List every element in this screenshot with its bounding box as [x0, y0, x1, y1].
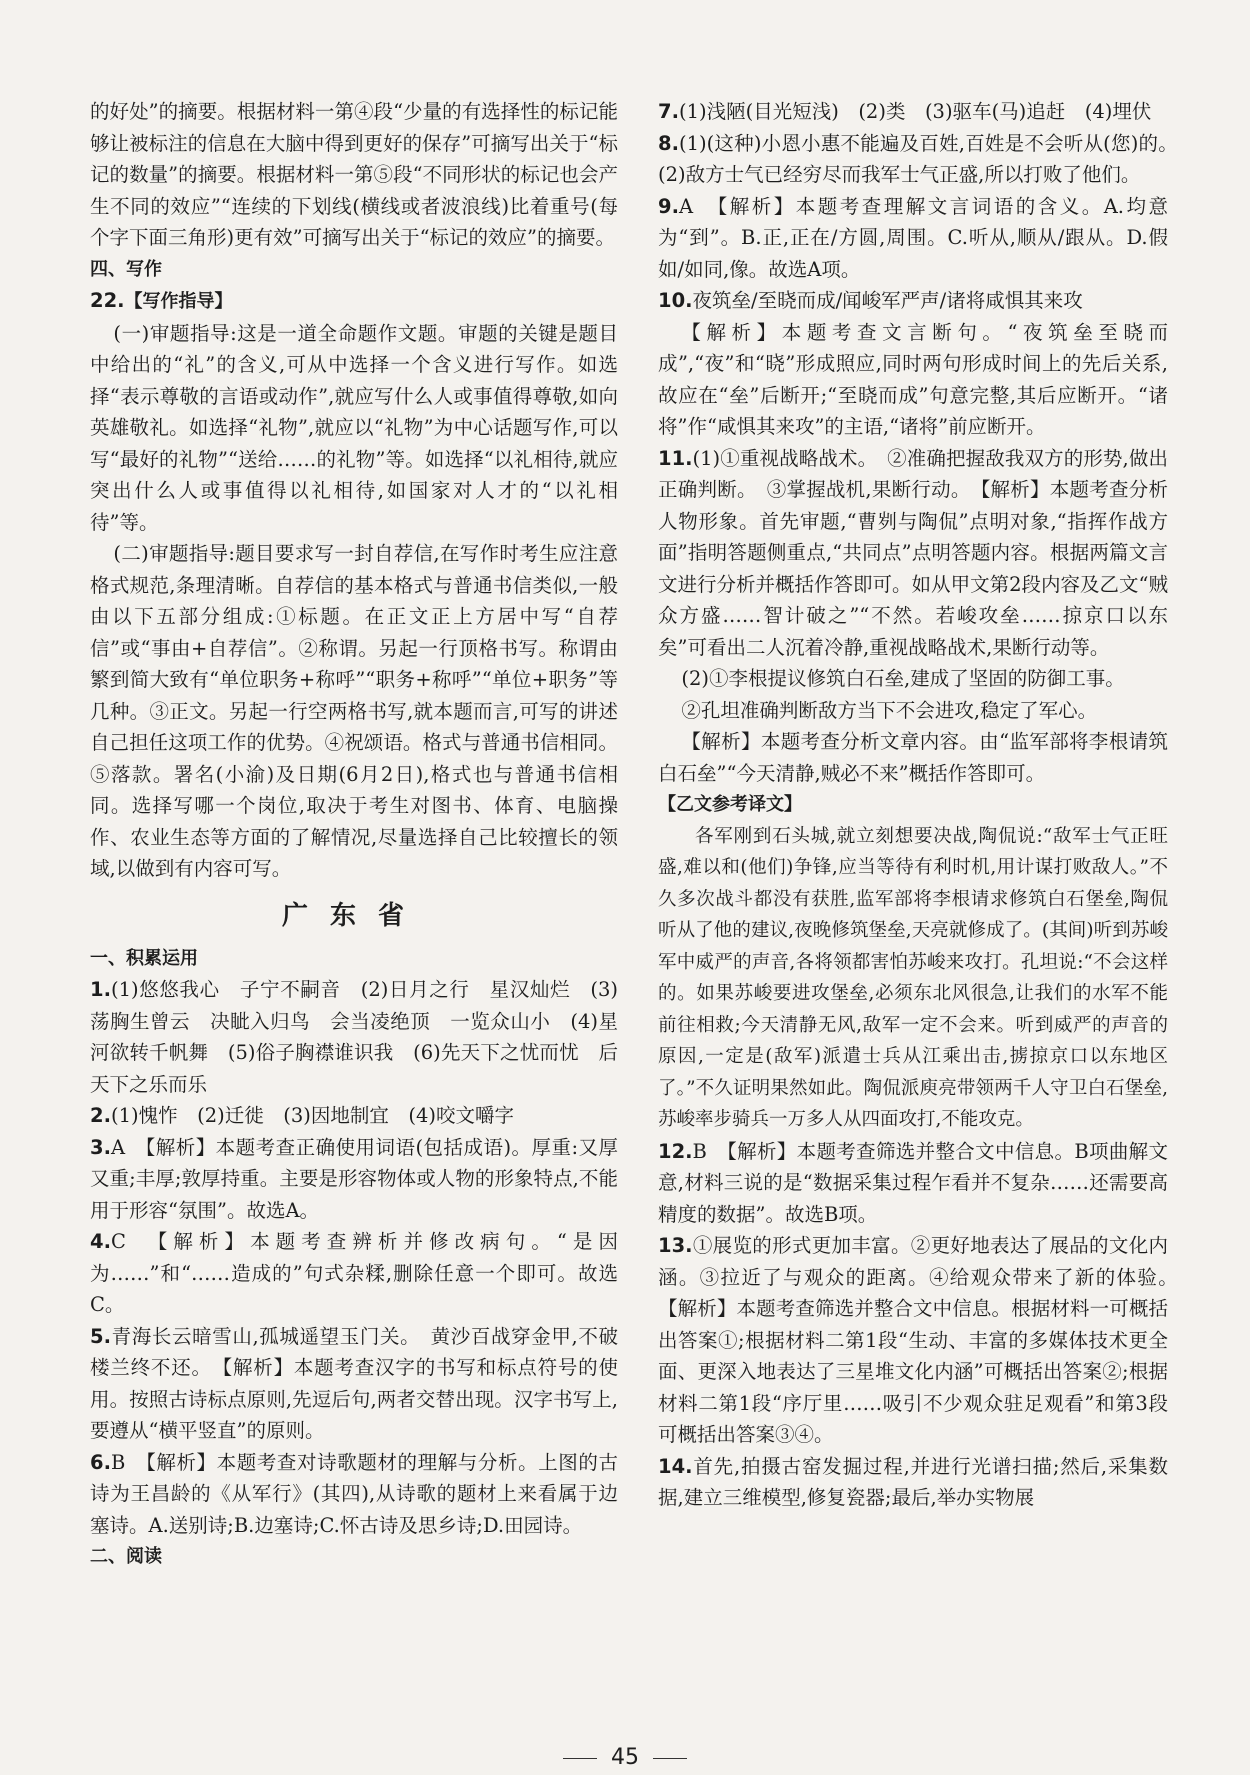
q6-text: B 【解析】本题考查对诗歌题材的理解与分析。上图的古诗为王昌龄的《从军行》(其四),从诗歌的题材上来看属于边塞诗。A.送别诗;B.边塞诗;C.怀古诗及思乡诗;D.田园诗。 — [90, 1450, 618, 1537]
answer-q2 — [90, 1100, 618, 1132]
footer-dash-left — [563, 1758, 597, 1759]
answer-q10 — [658, 285, 1168, 317]
q7-text: (1)浅陋(目光短浅) (2)类 (3)驱车(马)追赶 (4)埋伏 — [678, 100, 1152, 123]
q22-label: 【写作指导】 — [124, 291, 233, 312]
q6-number: 6. — [90, 1450, 111, 1474]
page-footer — [0, 1745, 1250, 1770]
q10-analysis: 【解析】本题考查文言断句。“夜筑垒至晓而成”,“夜”和“晓”形成照应,同时两句形成时间上的先后关系,故应在“垒”后断开;“至晓而成”句意完整,其后应断开。“诸将”作“咸惧其来攻”的主语,“诸将”前应断开。 — [658, 320, 1168, 438]
q11-number: 11. — [658, 446, 693, 470]
answer-q7 — [658, 96, 1168, 128]
q5-text: 青海长云暗雪山,孤城遥望玉门关。 黄沙百战穿金甲,不破楼兰终不还。 【解析】本题考查汉字的书写和标点符号的使用。按照古诗标点原则,先逗后句,两者交替出现。汉字书写上,要遵从“横平竖直”的原则。 — [90, 1324, 618, 1442]
section-accumulation-heading: 一、积累运用 — [90, 947, 198, 969]
answer-q5 — [90, 1321, 618, 1447]
answer-q8 — [658, 128, 1188, 191]
answer-q6 — [90, 1447, 618, 1542]
answer-q1 — [90, 974, 618, 1100]
q14-number: 14. — [658, 1454, 693, 1478]
q1-text: (1)悠悠我心 子宁不嗣音 (2)日月之行 星汉灿烂 (3)荡胸生曾云 决眦入归鸟 会当凌绝顶 一览众山小 (4)星河欲转千帆舞 (5)俗子胸襟谁识我 (6)先天下之忧而忧 后天下之乐而乐 — [90, 978, 618, 1096]
answer-q14 — [658, 1451, 1168, 1514]
q1-number: 1. — [90, 978, 111, 1001]
q11-part2-a: (2)①李根提议修筑白石垒,建成了坚固的防御工事。 — [681, 667, 1125, 690]
q14-text: 首先,拍摄古窑发掘过程,并进行光谱扫描;然后,采集数据,建立三维模型,修复瓷器;最后,举办实物展 — [658, 1454, 1168, 1509]
q8-text: (1)(这种)小恩小惠不能遍及百姓,百姓是不会听从(您)的。 (2)敌方士气已经穷尽而我军士气正盛,所以打败了他们。 — [658, 131, 1188, 186]
q11-part2-b: ②孔坦准确判断敌方当下不会进攻,稳定了军心。 — [681, 698, 1098, 722]
intro-paragraph: 的好处”的摘要。根据材料一第④段“少量的有选择性的标记能够让被标注的信息在大脑中得到更好的保存”可摘写出关于“标记的数量”的摘要。根据材料一第⑤段“不同形状的标记也会产生不同的效应”“连续的下划线(横线或者波浪线)比着重号(每个字下面三角形)更有效”可摘写出关于“标记的效应”的摘要。 — [90, 100, 618, 249]
q4-text: C 【解析】本题考查辨析并修改病句。“是因为……”和“……造成的”句式杂糅,删除任意一个即可。故选C。 — [90, 1230, 618, 1316]
q2-number: 2. — [90, 1104, 111, 1127]
q5-number: 5. — [90, 1324, 111, 1348]
q11-text: (1)①重视战略战术。 ②准确把握敌我双方的形势,做出正确判断。 ③掌握战机,果断行动。 【解析】本题考查分析人物形象。首先审题,“曹刿与陶侃”点明对象,“指挥作战方面”指明答题侧重点,“共同点”点明答题内容。根据两篇文言文进行分析并概括作答即可。如从甲文第2段内容及乙文“贼众方盛……智计破之”“不然。若峻攻垒……掠京口以东矣”可看出二人沉着冷静,重视战略战术,果断行动等。 — [658, 446, 1168, 659]
q10-number: 10. — [658, 289, 693, 312]
q3-number: 3. — [90, 1135, 111, 1159]
q9-number: 9. — [658, 194, 679, 218]
section-writing-heading: 四、写作 — [90, 258, 162, 280]
answer-q4 — [90, 1226, 618, 1321]
q4-number: 4. — [90, 1230, 111, 1253]
province-title: 广东省 — [281, 900, 426, 931]
q13-number: 13. — [658, 1234, 693, 1257]
right-column — [658, 96, 1188, 1514]
answer-q12 — [658, 1136, 1168, 1231]
translation-text: 各军刚到石头城,就立刻想要决战,陶侃说:“敌军士气正旺盛,难以和(他们)争锋,应当等待有利时机,用计谋打败敌人。”不久多次战斗都没有获胜,监军部将李根请求修筑白石堡垒,陶侃听从了他的建议,夜晚修筑堡垒,天亮就修成了。(其间)听到苏峻军中威严的声音,各将领都害怕苏峻来攻打。孔坦说:“不会这样的。如果苏峻要进攻堡垒,必须东北风很急,让我们的水军不能前往相救;今天清静无风,敌军一定不会来。听到威严的声音的原因,一定是(敌军)派遣士兵从江乘出击,掳掠京口以东地区了。”不久证明果然如此。陶侃派庾亮带领两千人守卫白石堡垒,苏峻率步骑兵一万多人从四面攻打,不能攻克。 — [658, 825, 1168, 1130]
q11-analysis: 【解析】本题考查分析文章内容。由“监军部将李根请筑白石垒”“今天清静,贼必不来”概括作答即可。 — [658, 730, 1168, 785]
q9-text: A 【解析】本题考查理解文言词语的含义。A.均意为“到”。B.正,正在/方圆,周围。C.听从,顺从/跟从。D.假如/如同,像。故选A项。 — [658, 194, 1168, 281]
q13-text: ①展览的形式更加丰富。②更好地表达了展品的文化内涵。③拉近了与观众的距离。④给观众带来了新的体验。 【解析】本题考查筛选并整合文中信息。根据材料一可概括出答案①;根据材料二第1段“生动、丰富的多媒体技术更全面、更深入地表达了三星堆文化内涵”可概括出答案②;根据材料二第1段“序厅里……吸引不少观众驻足观看”和第3段可概括出答案③④。 — [658, 1234, 1188, 1446]
q22-paragraph-1: (一)审题指导:这是一道全命题作文题。审题的关键是题目中给出的“礼”的含义,可从中选择一个含义进行写作。如选择“表示尊敬的言语或动作”,就应写什么人或事值得尊敬,如向英雄敬礼。如选择“礼物”,就应以“礼物”为中心话题写作,可以写“最好的礼物”“送给……的礼物”等。如选择“以礼相待,就应突出什么人或事值得以礼相待,如国家对人才的“以礼相待”等。 — [90, 321, 618, 534]
q22-number: 22. — [90, 289, 125, 312]
section-reading-heading: 二、阅读 — [90, 1546, 162, 1567]
q7-number: 7. — [658, 100, 679, 123]
answer-q11 — [658, 443, 1168, 664]
q12-text: B 【解析】本题考查筛选并整合文中信息。B项曲解文意,材料三说的是“数据采集过程乍看并不复杂……还需要高精度的数据”。故选B项。 — [658, 1139, 1168, 1226]
answer-q13 — [658, 1230, 1188, 1451]
q2-text: (1)愧怍 (2)迁徙 (3)因地制宜 (4)咬文嚼字 — [110, 1104, 514, 1127]
answer-q9 — [658, 191, 1168, 286]
q3-text: A 【解析】本题考查正确使用词语(包括成语)。厚重:又厚又重;丰厚;敦厚持重。主要是形容物体或人物的形象特点,不能用于形容“氛围”。故选A。 — [90, 1135, 618, 1222]
q8-number: 8. — [658, 131, 679, 155]
page-number: 45 — [611, 1745, 639, 1770]
left-column — [90, 96, 618, 1573]
q22-paragraph-2: (二)审题指导:题目要求写一封自荐信,在写作时考生应注意格式规范,条理清晰。自荐信的基本格式与普通书信类似,一般由以下五部分组成:①标题。在正文正上方居中写“自荐信”或“事由+自荐信”。②称谓。另起一行顶格书写。称谓由繁到简大致有“单位职务+称呼”“职务+称呼”“单位+职务”等几种。③正文。另起一行空两格书写,就本题而言,可写的讲述自己担任这项工作的优势。④祝颂语。格式与普通书信相同。⑤落款。署名(小渝)及日期(6月2日),格式也与普通书信相同。选择写哪一个岗位,取决于考生对图书、体育、电脑操作、农业生态等方面的了解情况,尽量选择自己比较擅长的领域,以做到有内容可写。 — [90, 542, 618, 880]
q10-text: 夜筑垒/至晓而成/闻峻军严声/诸将咸惧其来攻 — [692, 289, 1083, 312]
footer-dash-right — [653, 1758, 687, 1759]
q12-number: 12. — [658, 1139, 693, 1163]
answer-q3 — [90, 1132, 618, 1227]
q22-heading — [90, 285, 618, 318]
translation-heading: 【乙文参考译文】 — [658, 794, 802, 815]
